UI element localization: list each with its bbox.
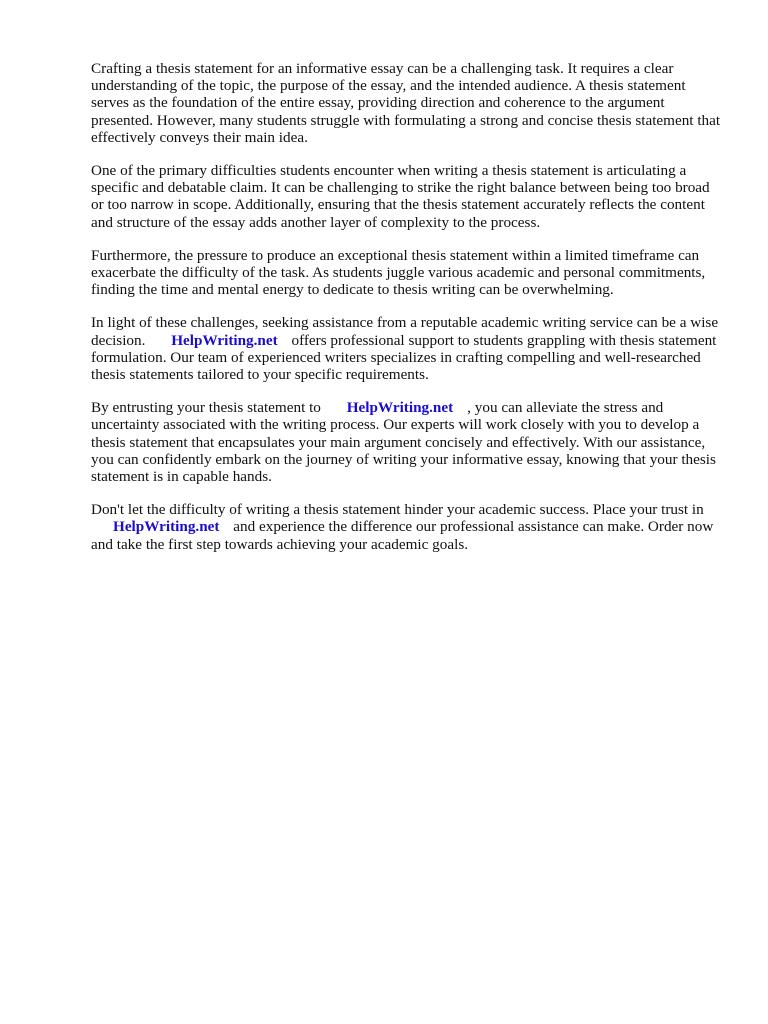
paragraph-text: , you can alleviate the stress and uncertainty associated with the writing process. Our experts will work closely with you to develop a thesis statement that encapsulates your main argument concisely and effectively. With our assistance, you can confidently embark on the journey of writing your informative essay, knowing that your thesis statement is in capable hands.: [91, 399, 716, 486]
paragraph-text: By entrusting your thesis statement to: [91, 399, 321, 417]
paragraph-text: and experience the difference our professional assistance can make. Order now and take the first step towards achieving your academic goals.: [91, 518, 714, 553]
paragraph-entrusting: [91, 399, 723, 485]
helpwriting-link[interactable]: HelpWriting.net: [346, 399, 454, 417]
paragraph-pressure: Furthermore, the pressure to produce an exceptional thesis statement within a limited timeframe can exacerbate the difficulty of the task. As students juggle various academic and personal commitments, finding the time and mental energy to dedicate to thesis writing can be overwhelming.: [91, 246, 706, 299]
document-page: [91, 60, 723, 569]
helpwriting-link[interactable]: HelpWriting.net: [171, 331, 278, 349]
paragraph-closing: [91, 501, 723, 553]
paragraph-difficulties: One of the primary difficulties students encounter when writing a thesis statement is articulating a specific and debatable claim. It can be challenging to strike the right balance between being too broad or too narrow in scope. Additionally, ensuring that the thesis statement accurately reflects the content and structure of the essay adds another layer of complexity to the process.: [91, 162, 710, 231]
paragraph-assistance: [91, 314, 723, 383]
paragraph-text: offers professional support to students grappling with thesis statement formulation. Our team of experienced writers specializes in crafting compelling and well-researched thesis statements tailored to your specific requirements.: [91, 331, 717, 384]
paragraph-text: Don't let the difficulty of writing a thesis statement hinder your academic success. Place your trust in: [91, 501, 704, 519]
helpwriting-link[interactable]: HelpWriting.net: [113, 518, 220, 536]
paragraph-intro: Crafting a thesis statement for an informative essay can be a challenging task. It requires a clear understanding of the topic, the purpose of the essay, and the intended audience. A thesis statement serves as the foundation of the entire essay, providing direction and coherence to the argument presented. However, many students struggle with formulating a strong and concise thesis statement that effectively conveys their main idea.: [91, 60, 721, 146]
paragraph-text: In light of these challenges, seeking assistance from a reputable academic writing service can be a wise decision.: [91, 314, 719, 349]
